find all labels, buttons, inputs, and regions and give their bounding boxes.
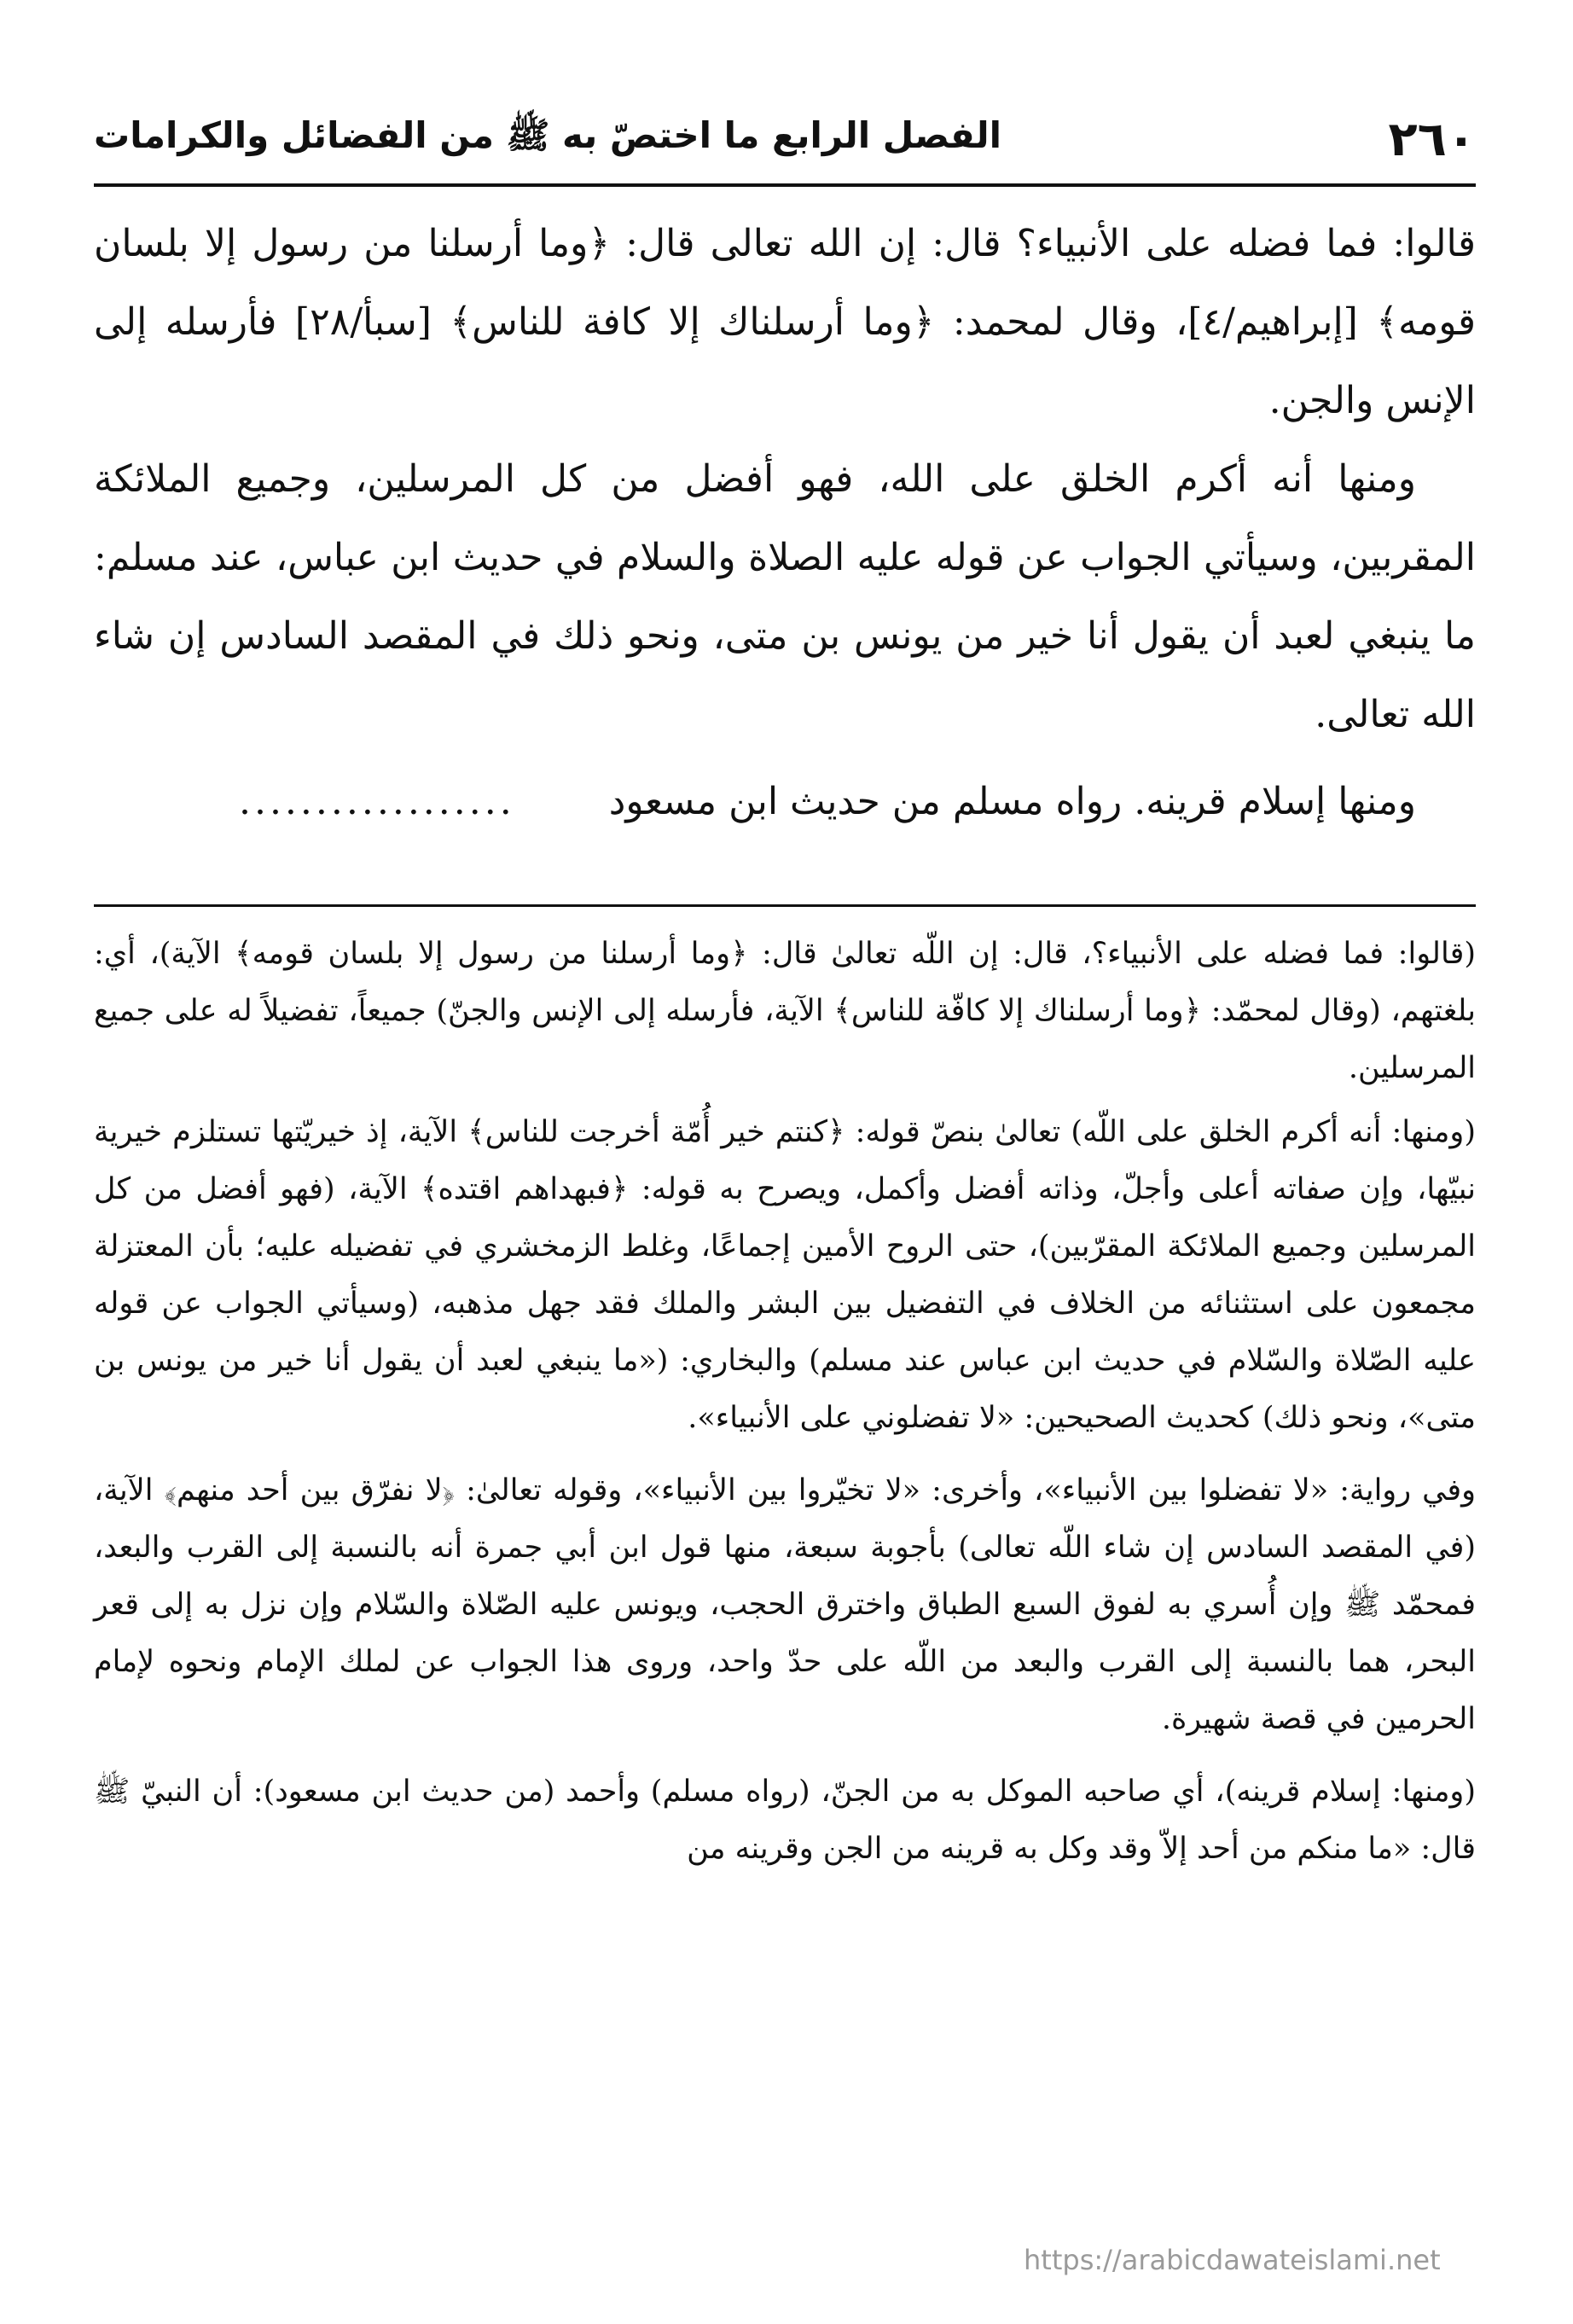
- section-divider: [94, 904, 1476, 907]
- commentary-text: [94, 926, 1476, 1885]
- matn-paragraph: [94, 763, 1476, 841]
- matn-paragraph: ومنها أنه أكرم الخلق على الله، فهو أفضل من كل المرسلين، وجميع الملائكة المقربين، وسيأتي الجواب عن قوله عليه الصلاة والسلام في حديث ابن عباس، عند مسلم: ما ينبغي لعبد أن يقول أنا خير من يونس بن متى، ونحو ذلك في المقصد السادس إن شاء الله تعالى.: [94, 457, 1476, 736]
- ellipsis-dots: ..................: [238, 780, 515, 823]
- commentary-paragraph: (قالوا: فما فضله على الأنبياء؟، قال: إن اللّه تعالىٰ قال: ﴿وما أرسلنا من رسول إلا بلسان قومه﴾ الآية)، أي: بلغتهم، (وقال لمحمّد: ﴿وما أرسلناك إلا كافّة للناس﴾ الآية، فأرسله إلى الإنس والجنّ) جميعاً، تفضيلاً له على جميع المرسلين.: [94, 937, 1476, 1085]
- header-rule: [94, 183, 1476, 187]
- commentary-paragraph: (ومنها: إسلام قرينه)، أي صاحبه الموكل به من الجنّ، (رواه مسلم) وأحمد (من حديث ابن مسعود): أن النبيّ ﷺ قال: «ما منكم من أحد إلاّ وقد وكل به قرينه من الجن وقرينه من: [94, 1775, 1476, 1866]
- commentary-paragraph: (ومنها: أنه أكرم الخلق على اللّه) تعالىٰ بنصّ قوله: ﴿كنتم خير أُمّة أخرجت للناس﴾ الآية، إذ خيريّتها تستلزم خيرية نبيّها، وإن صفاته أعلى وأجلّ، وذاته أفضل وأكمل، ويصرح به قوله: ﴿فبهداهم اقتده﴾ الآية، (فهو أفضل من كل المرسلين وجميع الملائكة المقرّبين)، حتى الروح الأمين إجماعًا، وغلط الزمخشري في تفضيله عليه؛ بأن المعتزلة مجمعون على استثنائه من الخلاف في التفضيل بين البشر والملك فقد جهل مذهبه، (وسيأتي الجواب عن قوله عليه الصّلاة والسّلام في حديث ابن عباس عند مسلم) والبخاري: («ما ينبغي لعبد أن يقول أنا خير من يونس بن متى»، ونحو ذلك) كحديث الصحيحين: «لا تفضلوني على الأنبياء».: [94, 1115, 1476, 1435]
- page-header: [94, 101, 1476, 177]
- main-text: [94, 205, 1476, 841]
- matn-last-line: ومنها إسلام قرينه. رواه مسلم من حديث ابن مسعود: [608, 780, 1416, 823]
- commentary-paragraph: وفي رواية: «لا تفضلوا بين الأنبياء»، وأخرى: «لا تخيّروا بين الأنبياء»، وقوله تعالىٰ: ﴿لا نفرّق بين أحد منهم﴾ الآية، (في المقصد السادس إن شاء اللّه تعالى) بأجوبة سبعة، منها قول ابن أبي جمرة أنه بالنسبة إلى القرب والبعد، فمحمّد ﷺ وإن أُسري به لفوق السبع الطباق واخترق الحجب، ويونس عليه الصّلاة والسّلام وإن نزل به إلى قعر البحر، هما بالنسبة إلى القرب والبعد من اللّه على حدّ واحد، وروى هذا الجواب عن لملك الإمام ونحوه لإمام الحرمين في قصة شهيرة.: [94, 1473, 1476, 1736]
- matn-paragraph: قالوا: فما فضله على الأنبياء؟ قال: إن الله تعالى قال: ﴿وما أرسلنا من رسول إلا بلسان قومه﴾ [إبراهيم/٤]، وقال لمحمد: ﴿وما أرسلناك إلا كافة للناس﴾ [سبأ/٢٨] فأرسله إلى الإنس والجن.: [94, 222, 1476, 422]
- running-title: الفصل الرابع ما اختصّ به ﷺ من الفضائل والكرامات: [94, 113, 1002, 156]
- page-number: ٢٦٠: [1388, 111, 1476, 167]
- site-watermark: https://arabicdawateislami.net: [1024, 2244, 1441, 2276]
